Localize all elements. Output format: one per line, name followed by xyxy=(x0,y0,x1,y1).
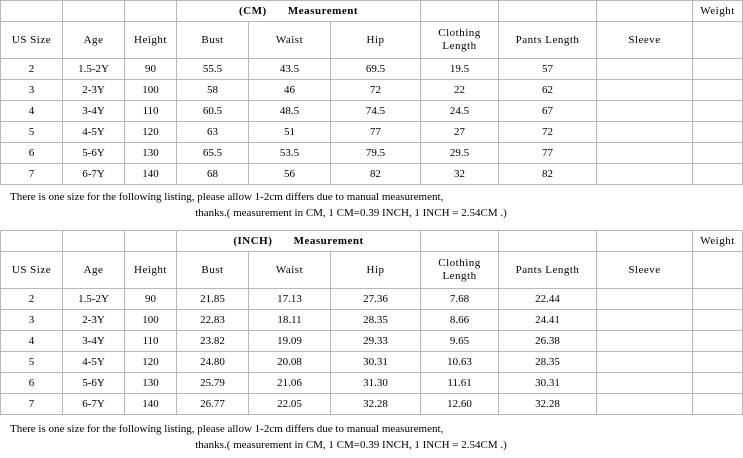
cell-age: 4-5Y xyxy=(63,351,125,372)
cell-clothing-length: 9.65 xyxy=(421,330,499,351)
cell-height: 140 xyxy=(125,393,177,414)
size-table-cm xyxy=(0,0,743,185)
spacer-cell xyxy=(499,1,597,22)
cell-us-size: 7 xyxy=(1,164,63,185)
cell-clothing-length: 7.68 xyxy=(421,288,499,309)
spacer-cell xyxy=(63,1,125,22)
note-inch-line2: thanks.( measurement in CM, 1 CM=0.39 INCH, 1 INCH = 2.54CM .) xyxy=(195,439,507,452)
cell-bust: 25.79 xyxy=(177,372,249,393)
cell-us-size: 6 xyxy=(1,143,63,164)
table-row xyxy=(1,143,743,164)
spacer-cell xyxy=(125,230,177,251)
cell-sleeve xyxy=(597,309,693,330)
cell-us-size: 5 xyxy=(1,351,63,372)
cell-age: 6-7Y xyxy=(63,164,125,185)
table-row xyxy=(1,393,743,414)
cell-age: 2-3Y xyxy=(63,309,125,330)
cell-hip: 27.36 xyxy=(331,288,421,309)
spacer-cell xyxy=(499,230,597,251)
cell-us-size: 2 xyxy=(1,288,63,309)
col-header-clothing-length-inch xyxy=(421,251,499,288)
cell-weight xyxy=(693,351,743,372)
cell-bust: 21.85 xyxy=(177,288,249,309)
cell-waist: 21.06 xyxy=(249,372,331,393)
cell-height: 100 xyxy=(125,309,177,330)
cell-age: 1.5-2Y xyxy=(63,288,125,309)
column-header-row-inch xyxy=(1,251,743,288)
unit-label-cm: (CM) xyxy=(239,5,267,17)
cell-hip: 69.5 xyxy=(331,59,421,80)
col-header-age-inch: Age xyxy=(63,251,125,288)
cell-hip: 28.35 xyxy=(331,309,421,330)
col-header-waist-cm: Waist xyxy=(249,22,331,59)
cell-sleeve xyxy=(597,80,693,101)
column-header-row-cm xyxy=(1,22,743,59)
cell-weight xyxy=(693,330,743,351)
table-row xyxy=(1,59,743,80)
cell-bust: 55.5 xyxy=(177,59,249,80)
cell-us-size: 3 xyxy=(1,309,63,330)
cell-us-size: 3 xyxy=(1,80,63,101)
cell-hip: 72 xyxy=(331,80,421,101)
cell-height: 110 xyxy=(125,330,177,351)
note-inch xyxy=(0,415,702,458)
clothing-length-line1-inch: Clothing xyxy=(438,257,481,270)
col-header-hip-cm: Hip xyxy=(331,22,421,59)
cell-sleeve xyxy=(597,143,693,164)
spacer-cell xyxy=(421,1,499,22)
table-row xyxy=(1,101,743,122)
cell-sleeve xyxy=(597,372,693,393)
cell-pants-length: 77 xyxy=(499,143,597,164)
cell-waist: 22.05 xyxy=(249,393,331,414)
cell-age: 2-3Y xyxy=(63,80,125,101)
cell-hip: 79.5 xyxy=(331,143,421,164)
cell-height: 140 xyxy=(125,164,177,185)
note-inch-line1: There is one size for the following listing, please allow 1-2cm differs due to manual measurement, xyxy=(10,422,444,435)
cell-pants-length: 67 xyxy=(499,101,597,122)
cell-sleeve xyxy=(597,59,693,80)
cell-bust: 58 xyxy=(177,80,249,101)
spacer-cell xyxy=(125,1,177,22)
weight-header-cm: Weight xyxy=(693,1,743,22)
cell-us-size: 2 xyxy=(1,59,63,80)
cell-age: 6-7Y xyxy=(63,393,125,414)
cell-weight xyxy=(693,101,743,122)
table-row xyxy=(1,351,743,372)
cell-pants-length: 57 xyxy=(499,59,597,80)
spacer-cell xyxy=(1,230,63,251)
cell-pants-length: 26.38 xyxy=(499,330,597,351)
cell-sleeve xyxy=(597,122,693,143)
cell-age: 3-4Y xyxy=(63,330,125,351)
cell-hip: 29.33 xyxy=(331,330,421,351)
cell-height: 130 xyxy=(125,143,177,164)
cell-bust: 65.5 xyxy=(177,143,249,164)
table-row xyxy=(1,330,743,351)
col-header-bust-inch: Bust xyxy=(177,251,249,288)
cell-weight xyxy=(693,122,743,143)
cell-bust: 24.80 xyxy=(177,351,249,372)
cell-sleeve xyxy=(597,101,693,122)
cell-hip: 77 xyxy=(331,122,421,143)
cell-bust: 60.5 xyxy=(177,101,249,122)
cell-hip: 31.30 xyxy=(331,372,421,393)
cell-bust: 23.82 xyxy=(177,330,249,351)
cell-height: 100 xyxy=(125,80,177,101)
cell-age: 5-6Y xyxy=(63,143,125,164)
cell-sleeve xyxy=(597,330,693,351)
size-chart-cm-block xyxy=(0,0,735,226)
col-header-us-size-inch: US Size xyxy=(1,251,63,288)
size-table-inch xyxy=(0,230,743,415)
col-header-us-size-cm: US Size xyxy=(1,22,63,59)
table-row xyxy=(1,122,743,143)
cell-hip: 32.28 xyxy=(331,393,421,414)
col-header-clothing-length-cm xyxy=(421,22,499,59)
cell-pants-length: 30.31 xyxy=(499,372,597,393)
cell-clothing-length: 8.66 xyxy=(421,309,499,330)
col-header-sleeve-cm: Sleeve xyxy=(597,22,693,59)
cell-pants-length: 62 xyxy=(499,80,597,101)
cell-pants-length: 82 xyxy=(499,164,597,185)
cell-pants-length: 32.28 xyxy=(499,393,597,414)
cell-clothing-length: 29.5 xyxy=(421,143,499,164)
cell-weight xyxy=(693,143,743,164)
cell-weight xyxy=(693,80,743,101)
cell-waist: 18.11 xyxy=(249,309,331,330)
cell-waist: 20.08 xyxy=(249,351,331,372)
cell-bust: 68 xyxy=(177,164,249,185)
size-chart-inch-block xyxy=(0,230,735,458)
cell-clothing-length: 12.60 xyxy=(421,393,499,414)
cell-clothing-length: 24.5 xyxy=(421,101,499,122)
table-row xyxy=(1,288,743,309)
table-row xyxy=(1,164,743,185)
col-header-bust-cm: Bust xyxy=(177,22,249,59)
col-header-weight-blank-cm xyxy=(693,22,743,59)
cell-weight xyxy=(693,372,743,393)
clothing-length-line2-cm: Length xyxy=(442,40,477,52)
cell-height: 90 xyxy=(125,59,177,80)
cell-waist: 51 xyxy=(249,122,331,143)
cell-weight xyxy=(693,164,743,185)
unit-header-row-inch xyxy=(1,230,743,251)
cell-weight xyxy=(693,309,743,330)
measurement-label-inch: Measurement xyxy=(293,234,364,247)
cell-waist: 46 xyxy=(249,80,331,101)
cell-bust: 63 xyxy=(177,122,249,143)
cell-height: 120 xyxy=(125,122,177,143)
cell-pants-length: 22.44 xyxy=(499,288,597,309)
col-header-hip-inch: Hip xyxy=(331,251,421,288)
cell-hip: 82 xyxy=(331,164,421,185)
col-header-pants-length-cm: Pants Length xyxy=(499,22,597,59)
note-cm-line1: There is one size for the following listing, please allow 1-2cm differs due to manual measurement, xyxy=(10,191,444,203)
cell-clothing-length: 22 xyxy=(421,80,499,101)
unit-header-row-cm xyxy=(1,1,743,22)
col-header-sleeve-inch: Sleeve xyxy=(597,251,693,288)
spacer-cell xyxy=(597,1,693,22)
cell-height: 130 xyxy=(125,372,177,393)
col-header-height-cm: Height xyxy=(125,22,177,59)
spacer-cell xyxy=(421,230,499,251)
cell-waist: 19.09 xyxy=(249,330,331,351)
cell-clothing-length: 32 xyxy=(421,164,499,185)
clothing-length-line2-inch: Length xyxy=(442,269,477,282)
clothing-length-line1-cm: Clothing xyxy=(438,27,481,40)
cell-clothing-length: 11.61 xyxy=(421,372,499,393)
cell-waist: 48.5 xyxy=(249,101,331,122)
unit-measurement-header-cm xyxy=(177,1,421,22)
table-row xyxy=(1,372,743,393)
cell-sleeve xyxy=(597,393,693,414)
cell-waist: 53.5 xyxy=(249,143,331,164)
table-row xyxy=(1,80,743,101)
cell-waist: 56 xyxy=(249,164,331,185)
cell-sleeve xyxy=(597,288,693,309)
cell-weight xyxy=(693,59,743,80)
spacer-cell xyxy=(1,1,63,22)
cell-bust: 22.83 xyxy=(177,309,249,330)
cell-us-size: 7 xyxy=(1,393,63,414)
cell-sleeve xyxy=(597,164,693,185)
cell-height: 120 xyxy=(125,351,177,372)
cell-height: 90 xyxy=(125,288,177,309)
cell-waist: 43.5 xyxy=(249,59,331,80)
unit-measurement-header-inch xyxy=(177,230,421,251)
unit-label-inch: (INCH) xyxy=(233,234,273,247)
col-header-pants-length-inch: Pants Length xyxy=(499,251,597,288)
cell-clothing-length: 19.5 xyxy=(421,59,499,80)
col-header-age-cm: Age xyxy=(63,22,125,59)
cell-hip: 30.31 xyxy=(331,351,421,372)
weight-header-inch: Weight xyxy=(693,230,743,251)
note-cm xyxy=(0,185,702,226)
cell-age: 4-5Y xyxy=(63,122,125,143)
spacer-cell xyxy=(63,230,125,251)
col-header-weight-blank-inch xyxy=(693,251,743,288)
cell-clothing-length: 27 xyxy=(421,122,499,143)
cell-pants-length: 24.41 xyxy=(499,309,597,330)
cell-age: 5-6Y xyxy=(63,372,125,393)
cell-height: 110 xyxy=(125,101,177,122)
cell-age: 1.5-2Y xyxy=(63,59,125,80)
cell-us-size: 4 xyxy=(1,101,63,122)
cell-bust: 26.77 xyxy=(177,393,249,414)
cell-pants-length: 28.35 xyxy=(499,351,597,372)
cell-weight xyxy=(693,393,743,414)
spacer-cell xyxy=(597,230,693,251)
cell-us-size: 4 xyxy=(1,330,63,351)
cell-waist: 17.13 xyxy=(249,288,331,309)
table-row xyxy=(1,309,743,330)
col-header-height-inch: Height xyxy=(125,251,177,288)
cell-hip: 74.5 xyxy=(331,101,421,122)
cell-clothing-length: 10.63 xyxy=(421,351,499,372)
measurement-label-cm: Measurement xyxy=(287,5,358,17)
cell-age: 3-4Y xyxy=(63,101,125,122)
note-cm-line2: thanks.( measurement in CM, 1 CM=0.39 INCH, 1 INCH = 2.54CM .) xyxy=(195,206,507,219)
cell-us-size: 6 xyxy=(1,372,63,393)
cell-us-size: 5 xyxy=(1,122,63,143)
cell-weight xyxy=(693,288,743,309)
cell-sleeve xyxy=(597,351,693,372)
cell-pants-length: 72 xyxy=(499,122,597,143)
col-header-waist-inch: Waist xyxy=(249,251,331,288)
